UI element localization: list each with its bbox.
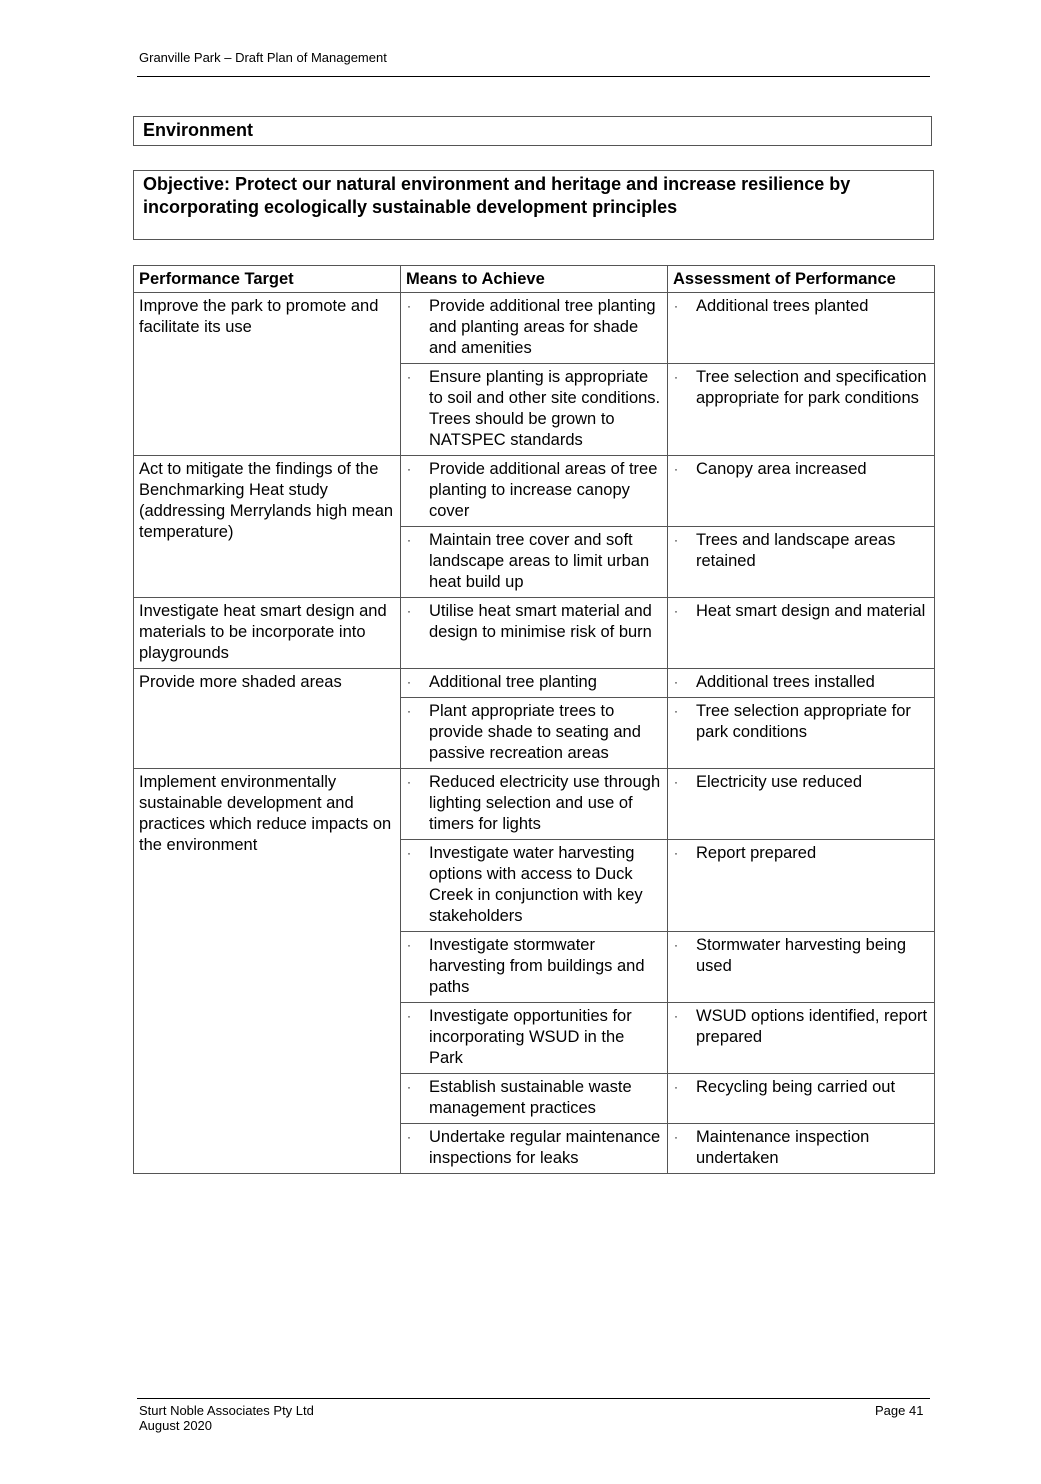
performance-target-cell: Improve the park to promote and facilitate its use: [134, 293, 401, 456]
assessment-text: Trees and landscape areas retained: [696, 531, 896, 570]
means-to-achieve-cell: [401, 527, 668, 598]
means-text: Additional tree planting: [429, 673, 597, 691]
bullet-icon: ·: [674, 533, 678, 547]
bullet-icon: ·: [407, 775, 411, 789]
bullet-icon: ·: [407, 846, 411, 860]
means-to-achieve-cell: [401, 698, 668, 769]
means-text: Plant appropriate trees to provide shade to seating and passive recreation areas: [429, 702, 641, 762]
bullet-icon: ·: [407, 1080, 411, 1094]
assessment-text: Electricity use reduced: [696, 773, 862, 791]
table-row: [134, 293, 935, 364]
means-to-achieve-cell: [401, 769, 668, 840]
assessment-text: Recycling being carried out: [696, 1078, 896, 1096]
bullet-icon: ·: [407, 675, 411, 689]
assessment-cell: [668, 527, 935, 598]
bullet-icon: ·: [407, 938, 411, 952]
performance-target-cell: Provide more shaded areas: [134, 669, 401, 769]
page-number: Page 41: [875, 1403, 924, 1418]
running-header: Granville Park – Draft Plan of Management: [139, 50, 387, 65]
section-heading-box: [133, 116, 932, 146]
assessment-cell: [668, 669, 935, 698]
assessment-cell: [668, 932, 935, 1003]
assessment-text: Additional trees installed: [696, 673, 875, 691]
column-header-assessment: Assessment of Performance: [668, 266, 935, 293]
assessment-cell: [668, 364, 935, 456]
assessment-cell: [668, 769, 935, 840]
means-text: Provide additional tree planting and planting areas for shade and amenities: [429, 297, 656, 357]
assessment-text: Maintenance inspection undertaken: [696, 1128, 870, 1167]
objective-box: [133, 170, 934, 240]
means-to-achieve-cell: [401, 669, 668, 698]
means-text: Reduced electricity use through lighting selection and use of timers for lights: [429, 773, 661, 833]
table-body: [134, 293, 935, 1174]
bullet-icon: ·: [407, 299, 411, 313]
bullet-icon: ·: [407, 704, 411, 718]
performance-table: [133, 265, 935, 1174]
assessment-text: Canopy area increased: [696, 460, 867, 478]
means-text: Investigate stormwater harvesting from buildings and paths: [429, 936, 645, 996]
means-text: Investigate opportunities for incorporating WSUD in the Park: [429, 1007, 632, 1067]
means-to-achieve-cell: [401, 293, 668, 364]
table-row: [134, 769, 935, 840]
column-header-means-to-achieve: Means to Achieve: [401, 266, 668, 293]
assessment-cell: [668, 840, 935, 932]
section-title: Environment: [143, 120, 254, 140]
performance-target-cell: Investigate heat smart design and materials to be incorporate into playgrounds: [134, 598, 401, 669]
means-text: Maintain tree cover and soft landscape areas to limit urban heat build up: [429, 531, 650, 591]
bullet-icon: ·: [674, 938, 678, 952]
assessment-cell: [668, 1124, 935, 1174]
assessment-text: Report prepared: [696, 844, 817, 862]
bullet-icon: ·: [407, 1009, 411, 1023]
means-text: Utilise heat smart material and design to minimise risk of burn: [429, 602, 652, 641]
means-to-achieve-cell: [401, 456, 668, 527]
bullet-icon: ·: [674, 604, 678, 618]
footer-company: Sturt Noble Associates Pty Ltd: [139, 1403, 314, 1418]
assessment-text: Additional trees planted: [696, 297, 869, 315]
bullet-icon: ·: [674, 775, 678, 789]
table-row: [134, 669, 935, 698]
objective-text: Objective: Protect our natural environment and heritage and increase resilience by incorporating ecologically sustainable development principles: [143, 174, 851, 217]
footer-rule: [137, 1398, 930, 1399]
bullet-icon: ·: [407, 533, 411, 547]
bullet-icon: ·: [407, 370, 411, 384]
bullet-icon: ·: [674, 675, 678, 689]
means-to-achieve-cell: [401, 1074, 668, 1124]
bullet-icon: ·: [674, 299, 678, 313]
footer-left: [139, 1403, 314, 1433]
bullet-icon: ·: [674, 1080, 678, 1094]
assessment-cell: [668, 1074, 935, 1124]
assessment-text: Heat smart design and material: [696, 602, 926, 620]
means-text: Investigate water harvesting options with access to Duck Creek in conjunction with key stakeholders: [429, 844, 643, 925]
bullet-icon: ·: [407, 1130, 411, 1144]
assessment-text: Tree selection appropriate for park conditions: [696, 702, 911, 741]
footer-date: August 2020: [139, 1418, 213, 1433]
means-to-achieve-cell: [401, 1124, 668, 1174]
table-row: [134, 456, 935, 527]
means-to-achieve-cell: [401, 932, 668, 1003]
performance-target-cell: Implement environmentally sustainable development and practices which reduce impacts on the environment: [134, 769, 401, 1174]
bullet-icon: ·: [674, 704, 678, 718]
assessment-cell: [668, 1003, 935, 1074]
means-to-achieve-cell: [401, 598, 668, 669]
performance-target-cell: Act to mitigate the findings of the Benchmarking Heat study (addressing Merrylands high mean temperature): [134, 456, 401, 598]
bullet-icon: ·: [674, 1130, 678, 1144]
assessment-text: Tree selection and specification appropriate for park conditions: [696, 368, 927, 407]
means-text: Undertake regular maintenance inspections for leaks: [429, 1128, 661, 1167]
assessment-cell: [668, 698, 935, 769]
bullet-icon: ·: [674, 370, 678, 384]
table-header-row: [134, 266, 935, 293]
means-to-achieve-cell: [401, 364, 668, 456]
bullet-icon: ·: [674, 462, 678, 476]
means-text: Provide additional areas of tree planting to increase canopy cover: [429, 460, 658, 520]
assessment-cell: [668, 598, 935, 669]
means-to-achieve-cell: [401, 840, 668, 932]
means-text: Establish sustainable waste management practices: [429, 1078, 632, 1117]
assessment-text: Stormwater harvesting being used: [696, 936, 907, 975]
column-header-performance-target: Performance Target: [134, 266, 401, 293]
assessment-cell: [668, 456, 935, 527]
assessment-cell: [668, 293, 935, 364]
table-row: [134, 598, 935, 669]
bullet-icon: ·: [407, 462, 411, 476]
means-to-achieve-cell: [401, 1003, 668, 1074]
means-text: Ensure planting is appropriate to soil and other site conditions. Trees should be grown to NATSPEC standards: [429, 368, 661, 449]
header-rule: [137, 76, 930, 77]
assessment-text: WSUD options identified, report prepared: [696, 1007, 928, 1046]
bullet-icon: ·: [407, 604, 411, 618]
bullet-icon: ·: [674, 846, 678, 860]
bullet-icon: ·: [674, 1009, 678, 1023]
